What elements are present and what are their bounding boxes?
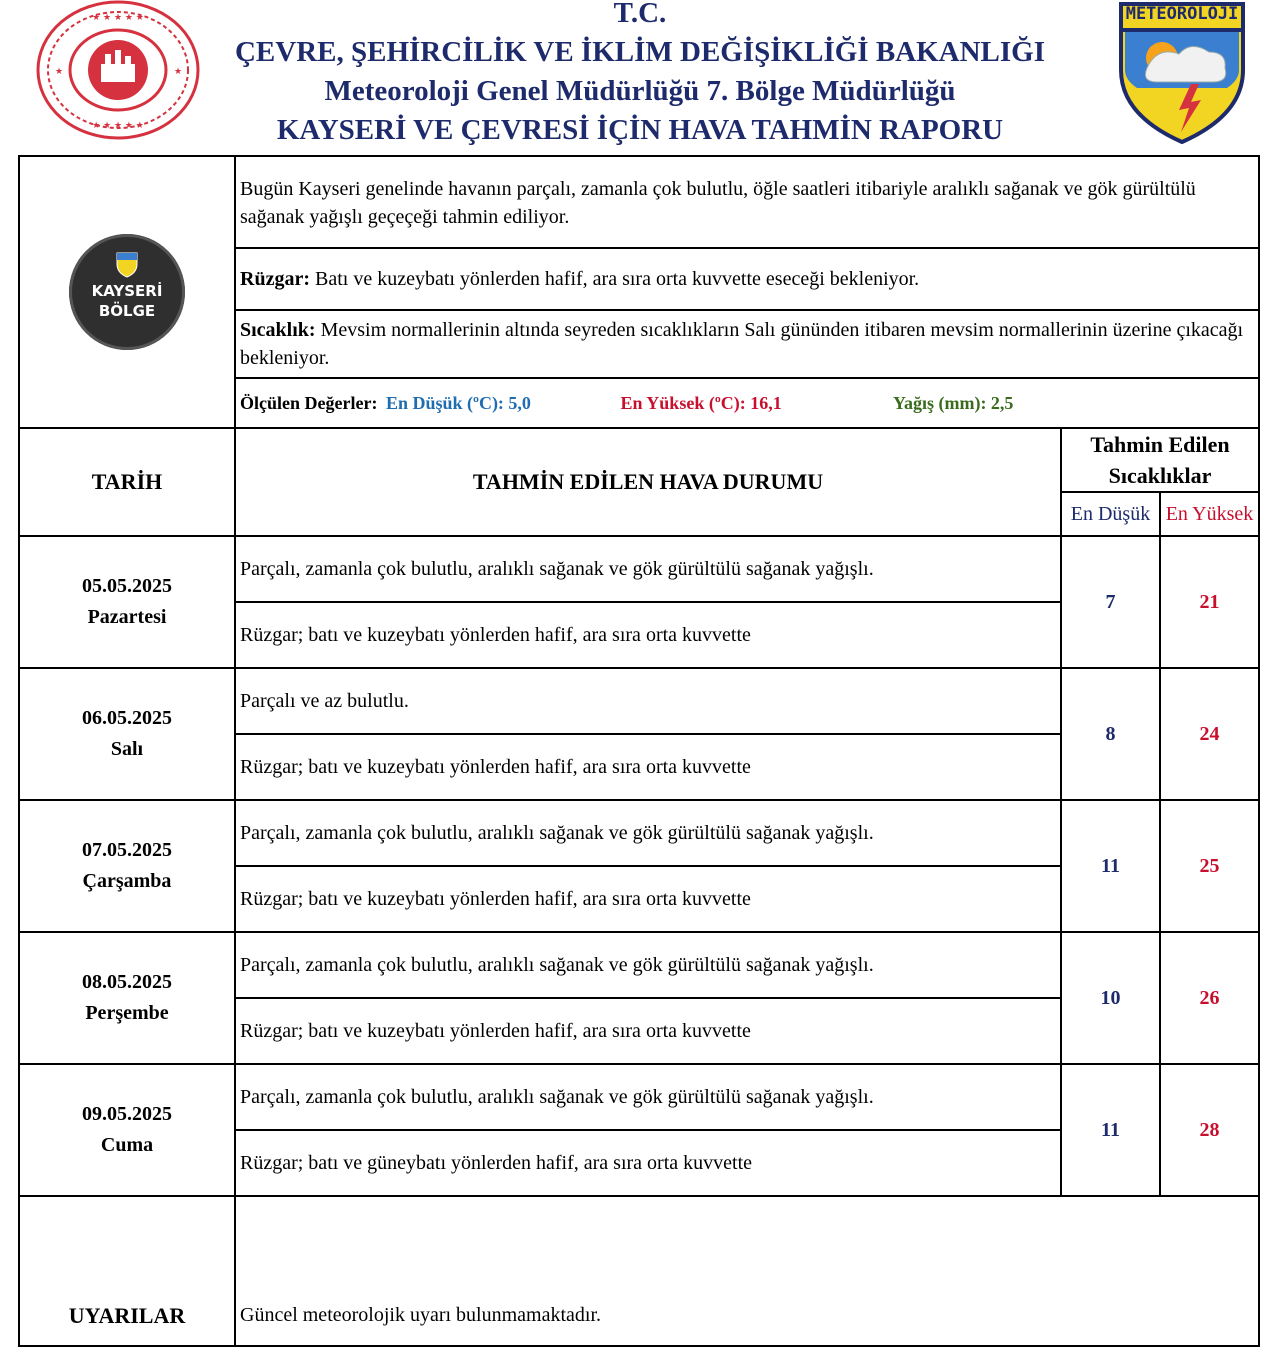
- day-name: Çarşamba: [82, 870, 172, 892]
- day-date: 08.05.2025: [82, 971, 172, 993]
- col-date-header: TARİH: [19, 428, 235, 536]
- summary-temp: [235, 310, 1259, 378]
- measured-min: En Düşük (ºC): 5,0: [385, 392, 531, 413]
- day-wind: Rüzgar; batı ve kuzeybatı yönlerden hafif, ara sıra orta kuvvette: [235, 602, 1061, 668]
- svg-text:★ ★ ★ ★ ★: ★ ★ ★ ★ ★: [92, 13, 144, 23]
- svg-text:★: ★: [55, 67, 64, 77]
- day-weather: Parçalı, zamanla çok bulutlu, aralıklı sağanak ve gök gürültülü sağanak yağışlı.: [235, 800, 1061, 866]
- header-report-title: KAYSERİ VE ÇEVRESİ İÇİN HAVA TAHMİN RAPORU: [276, 114, 1004, 146]
- col-min-header: En Düşük: [1061, 492, 1160, 536]
- measured-max: En Yüksek (ºC): 16,1: [620, 392, 782, 413]
- ministry-seal-icon: [35, 0, 201, 140]
- region-badge-cell: [19, 156, 235, 428]
- meteoroloji-logo-text: METEOROLOJİ: [1125, 4, 1239, 24]
- day-date-cell: [19, 668, 235, 800]
- day-weather: Parçalı, zamanla çok bulutlu, aralıklı sağanak ve gök gürültülü sağanak yağışlı.: [235, 1064, 1061, 1130]
- day-date-cell: [19, 932, 235, 1064]
- day-row: [19, 932, 1259, 998]
- day-weather: Parçalı ve az bulutlu.: [235, 668, 1061, 734]
- day-date: 09.05.2025: [82, 1103, 172, 1125]
- col-max-header: En Yüksek: [1160, 492, 1259, 536]
- badge-text-bolge: BÖLGE: [98, 302, 156, 320]
- day-row: [19, 536, 1259, 602]
- day-name: Perşembe: [85, 1002, 169, 1024]
- warnings-label: UYARILAR: [19, 1196, 235, 1346]
- day-max-temp: 21: [1160, 536, 1259, 668]
- header-directorate: Meteoroloji Genel Müdürlüğü 7. Bölge Müdürlüğü: [324, 75, 956, 107]
- day-weather: Parçalı, zamanla çok bulutlu, aralıklı sağanak ve gök gürültülü sağanak yağışlı.: [235, 932, 1061, 998]
- svg-text:★: ★: [174, 67, 183, 77]
- column-header-row: [19, 428, 1259, 492]
- measured-values: [235, 378, 1259, 428]
- svg-text:★ ★ ★ ★ ★: ★ ★ ★ ★ ★: [92, 121, 144, 131]
- summary-wind: [235, 248, 1259, 310]
- day-max-temp: 24: [1160, 668, 1259, 800]
- day-min-temp: 7: [1061, 536, 1160, 668]
- summary-general-text: Bugün Kayseri genelinde havanın parçalı, zamanla çok bulutlu, öğle saatleri itibariyle aralıklı sağanak ve gök gürültülü sağanak yağışlı geçeçeği tahmin ediliyor.: [235, 156, 1259, 248]
- badge-shield-icon: [116, 252, 138, 278]
- summary-wind-label: Rüzgar:: [240, 267, 310, 290]
- kayseri-bolge-badge: [69, 234, 185, 350]
- day-wind: Rüzgar; batı ve kuzeybatı yönlerden hafif, ara sıra orta kuvvette: [235, 734, 1061, 800]
- measured-label: Ölçülen Değerler:: [240, 392, 378, 413]
- warnings-text: Güncel meteorolojik uyarı bulunmamaktadır.: [235, 1196, 1259, 1346]
- day-wind: Rüzgar; batı ve kuzeybatı yönlerden hafif, ara sıra orta kuvvette: [235, 866, 1061, 932]
- forecast-table: [18, 155, 1260, 1347]
- summary-temp-text: Mevsim normallerinin altında seyreden sıcaklıkların Salı gününden itibaren mevsim normallerinin üzerine çıkacağı bekleniyor.: [240, 319, 1244, 369]
- header-ministry: ÇEVRE, ŞEHİRCİLİK VE İKLİM DEĞİŞİKLİĞİ BAKANLIĞI: [234, 36, 1046, 68]
- day-date-cell: [19, 1064, 235, 1196]
- day-date: 07.05.2025: [82, 839, 172, 861]
- summary-general-row: [19, 156, 1259, 248]
- day-max-temp: 26: [1160, 932, 1259, 1064]
- day-min-temp: 10: [1061, 932, 1160, 1064]
- day-weather: Parçalı, zamanla çok bulutlu, aralıklı sağanak ve gök gürültülü sağanak yağışlı.: [235, 536, 1061, 602]
- day-date: 05.05.2025: [82, 575, 172, 597]
- day-date: 06.05.2025: [82, 707, 172, 729]
- day-row: [19, 1064, 1259, 1130]
- report-header: [0, 0, 1280, 150]
- day-name: Cuma: [100, 1134, 154, 1156]
- meteoroloji-shield-icon: [1117, 0, 1247, 145]
- day-date-cell: [19, 800, 235, 932]
- col-forecast-header: TAHMİN EDİLEN HAVA DURUMU: [235, 428, 1061, 536]
- measured-rain: Yağış (mm): 2,5: [892, 392, 1014, 413]
- day-max-temp: 25: [1160, 800, 1259, 932]
- warnings-row: [19, 1196, 1259, 1346]
- day-row: [19, 668, 1259, 734]
- header-tc: T.C.: [613, 0, 667, 29]
- day-name: Pazartesi: [87, 606, 167, 628]
- day-name: Salı: [110, 738, 144, 760]
- col-temps-header: Tahmin Edilen Sıcaklıklar: [1061, 428, 1259, 492]
- day-date-cell: [19, 536, 235, 668]
- day-min-temp: 11: [1061, 800, 1160, 932]
- day-row: [19, 800, 1259, 866]
- day-wind: Rüzgar; batı ve güneybatı yönlerden hafif, ara sıra orta kuvvette: [235, 1130, 1061, 1196]
- badge-text-kayseri: KAYSERİ: [91, 282, 163, 300]
- header-titles: [200, 0, 1080, 150]
- summary-wind-text: Batı ve kuzeybatı yönlerden hafif, ara sıra orta kuvvette eseceği bekleniyor.: [309, 267, 920, 290]
- day-min-temp: 11: [1061, 1064, 1160, 1196]
- day-wind: Rüzgar; batı ve kuzeybatı yönlerden hafif, ara sıra orta kuvvette: [235, 998, 1061, 1064]
- day-max-temp: 28: [1160, 1064, 1259, 1196]
- summary-temp-label: Sıcaklık:: [240, 319, 316, 341]
- day-min-temp: 8: [1061, 668, 1160, 800]
